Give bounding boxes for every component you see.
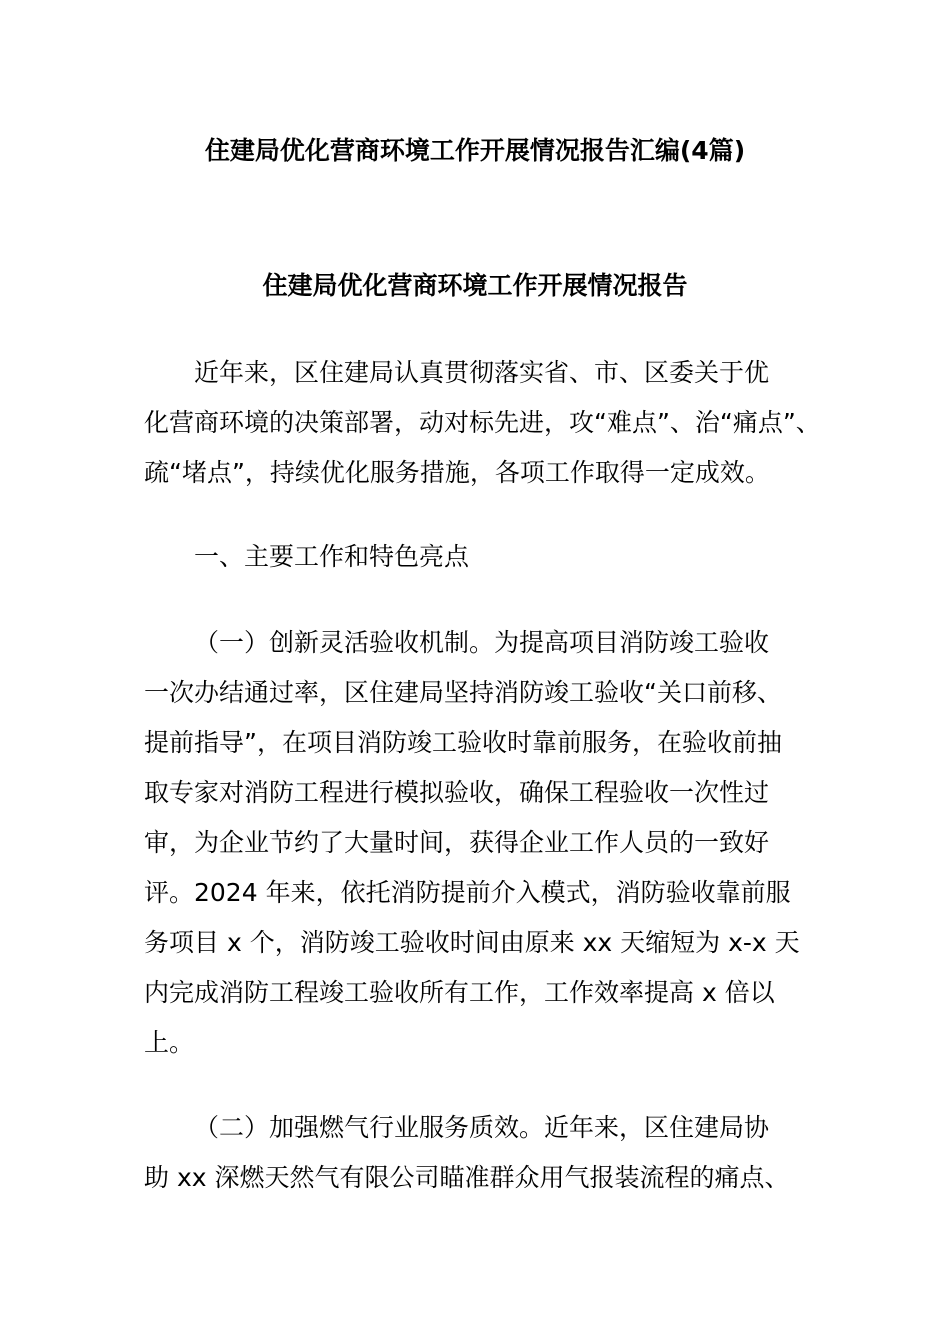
paragraph-line: 评。2024 年来，依托消防提前介入模式，消防验收靠前服 xyxy=(144,878,791,907)
paragraph-line: 上。 xyxy=(144,1028,195,1057)
paragraph-line: 一次办结通过率，区住建局坚持消防竣工验收“关口前移、 xyxy=(144,678,782,707)
paragraph-line: 取专家对消防工程进行模拟验收，确保工程验收一次性过 xyxy=(144,778,770,807)
paragraph-line: 疏“堵点”，持续优化服务措施，各项工作取得一定成效。 xyxy=(144,458,770,487)
paragraph-line: 提前指导”，在项目消防竣工验收时靠前服务，在验收前抽 xyxy=(144,728,782,757)
paragraph-line: 助 xx 深燃天然气有限公司瞄准群众用气报装流程的痛点、 xyxy=(144,1163,790,1192)
paragraph-line: 内完成消防工程竣工验收所有工作，工作效率提高 x 倍以 xyxy=(144,978,775,1007)
paragraph-line: （一）创新灵活验收机制。为提高项目消防竣工验收 xyxy=(194,628,770,657)
item-2-paragraph xyxy=(144,1103,804,1203)
heading-text: 一、主要工作和特色亮点 xyxy=(194,542,470,571)
section-title: 住建局优化营商环境工作开展情况报告 xyxy=(262,271,688,300)
paragraph-line: 审，为企业节约了大量时间，获得企业工作人员的一致好 xyxy=(144,828,770,857)
document-title: 住建局优化营商环境工作开展情况报告汇编(4篇) xyxy=(204,136,746,165)
paragraph-line: （二）加强燃气行业服务质效。近年来，区住建局协 xyxy=(194,1113,770,1142)
paragraph-line: 近年来，区住建局认真贯彻落实省、市、区委关于优 xyxy=(194,358,770,387)
paragraph-line: 化营商环境的决策部署，动对标先进，攻“难点”、治“痛点”、 xyxy=(144,408,821,437)
paragraph-line: 务项目 x 个，消防竣工验收时间由原来 xx 天缩短为 x-x 天 xyxy=(144,928,800,957)
heading-main-work xyxy=(144,532,804,582)
item-1-paragraph xyxy=(144,618,804,1068)
intro-paragraph xyxy=(144,348,821,498)
